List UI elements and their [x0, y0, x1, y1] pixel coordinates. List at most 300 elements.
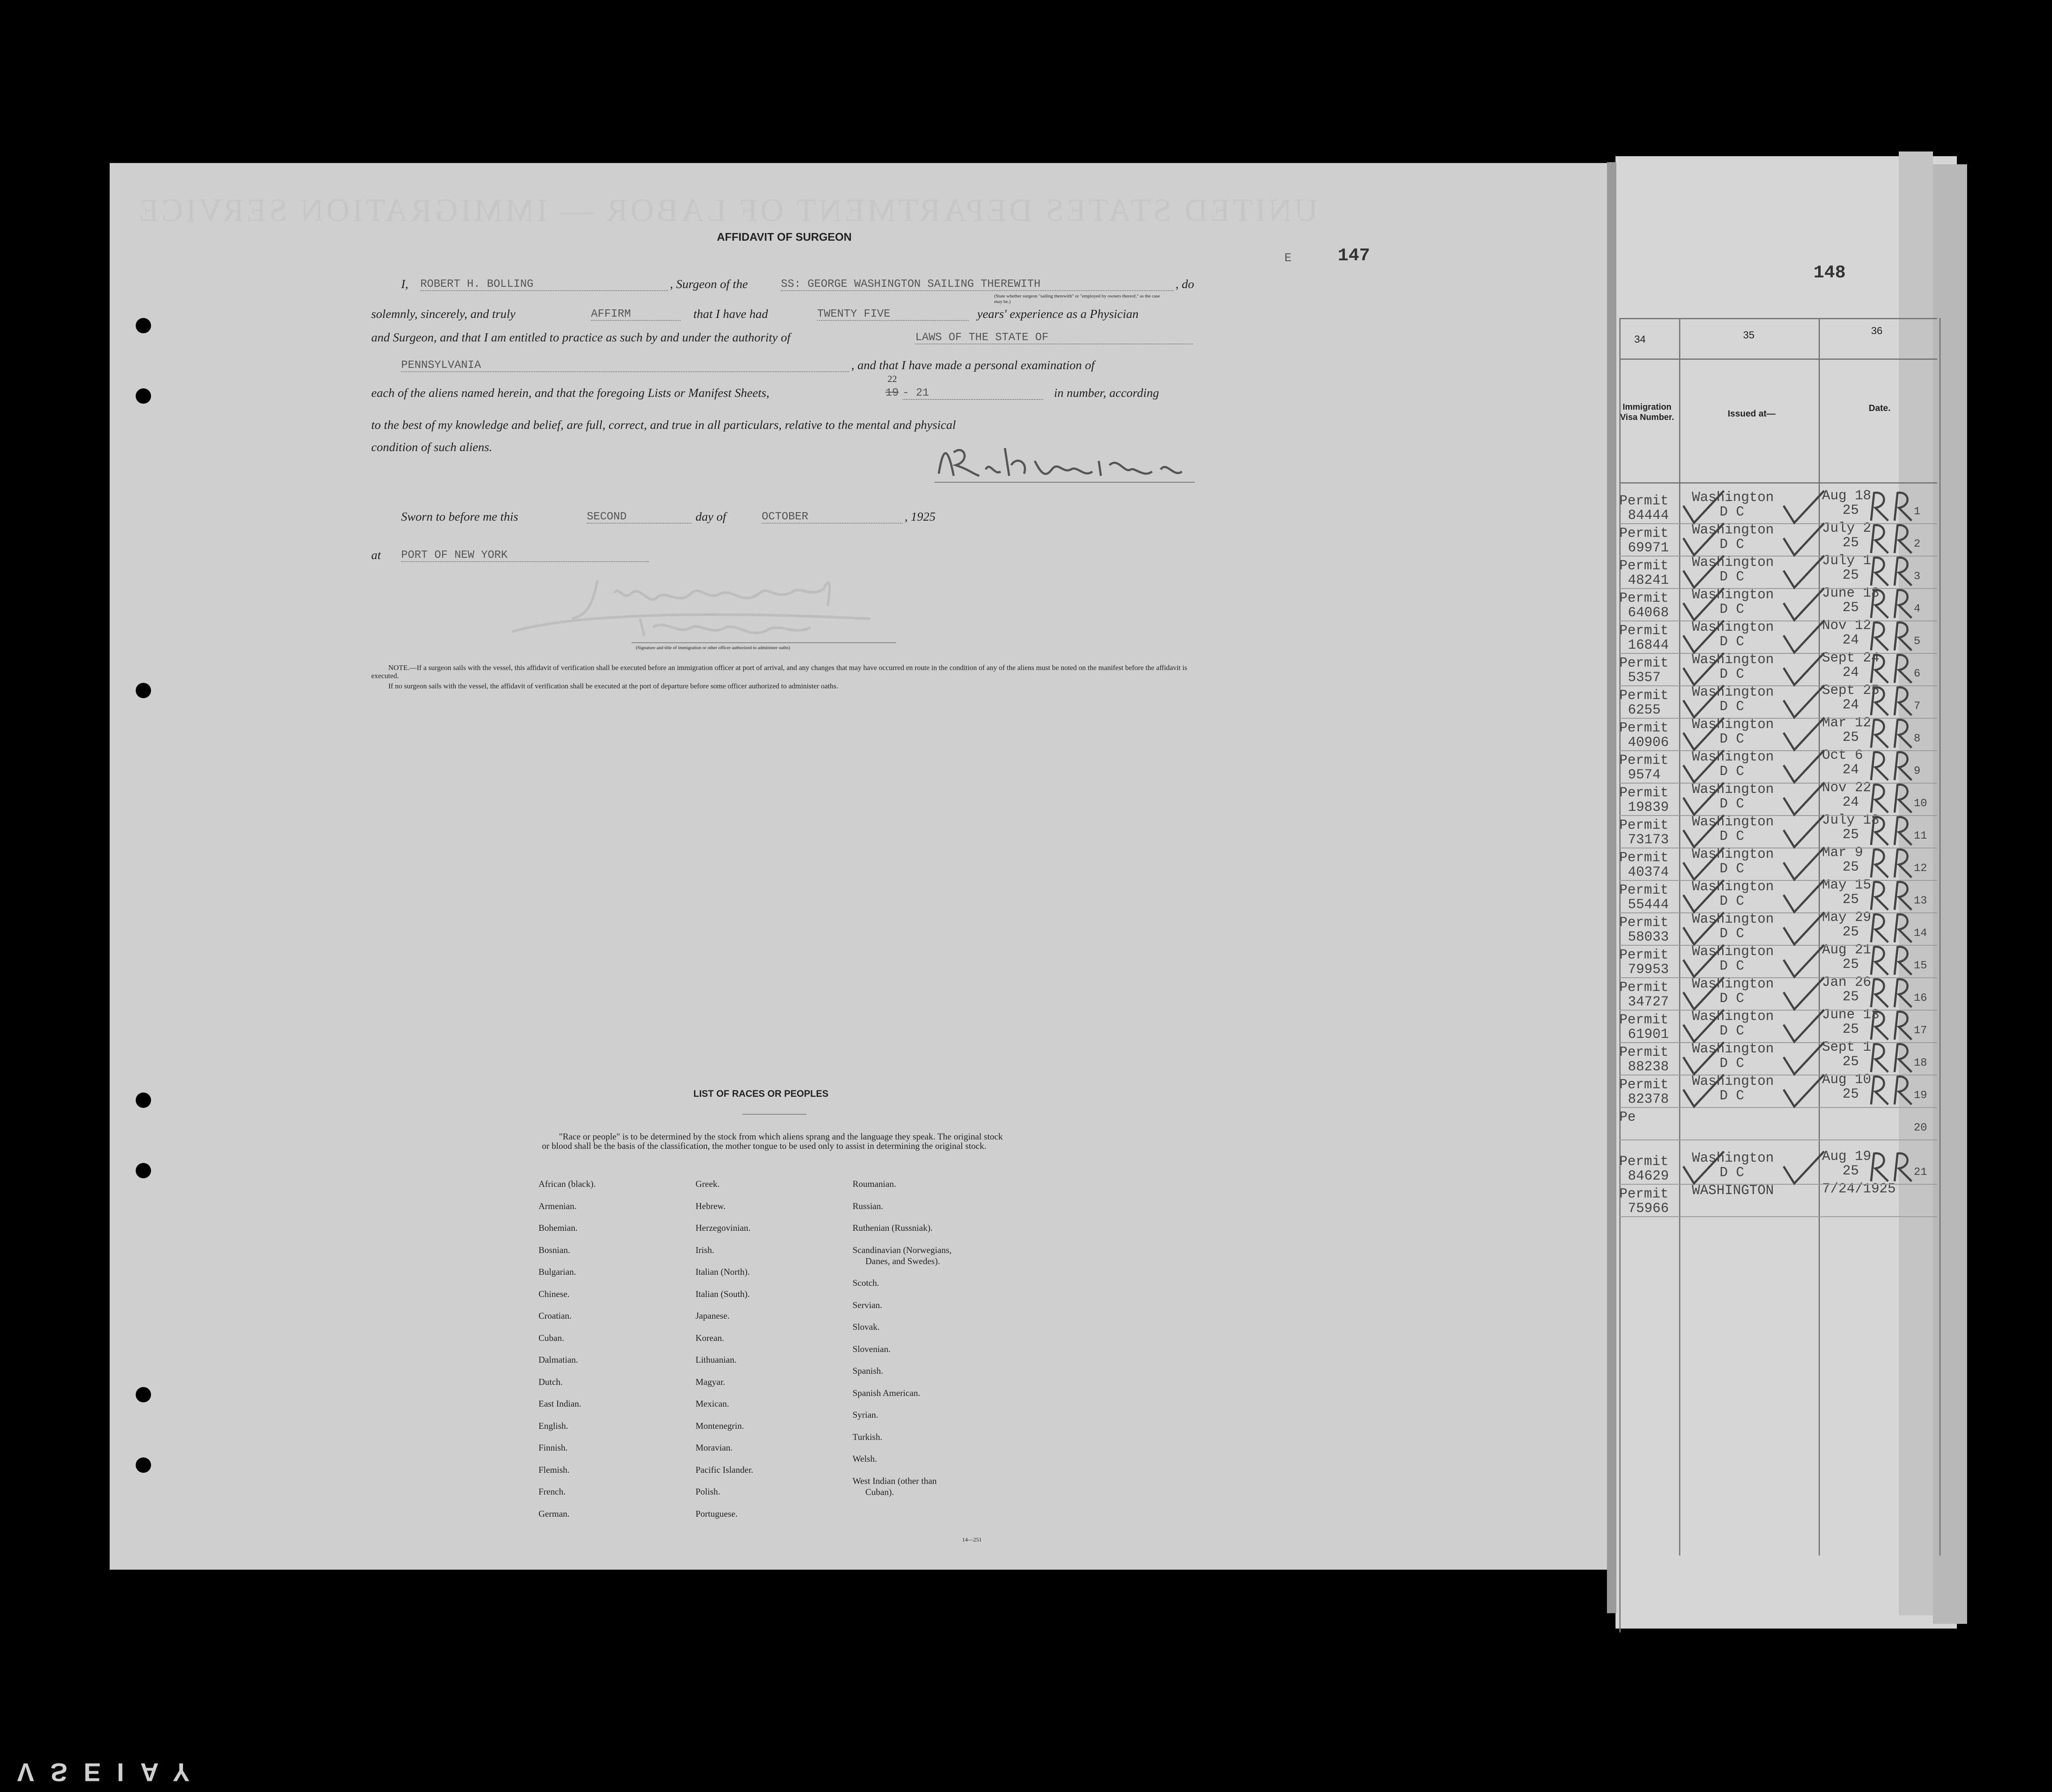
- visa-number: 5357: [1628, 670, 1661, 685]
- handwritten-initials-icon: [1871, 525, 1912, 553]
- affidavit-note-2: If no surgeon sails with the vessel, the affidavit of verification shall be executed at the port of departure before some officer authorized to administer oaths.: [388, 682, 838, 690]
- check-mark-icon: [1784, 556, 1824, 588]
- race-item: Welsh.: [853, 1454, 877, 1464]
- race-item: Spanish American.: [853, 1387, 920, 1398]
- row-number: 21: [1914, 1166, 1927, 1178]
- visa-number: 88238: [1628, 1059, 1669, 1075]
- issue-year: 25: [1842, 729, 1859, 745]
- race-item: Armenian.: [538, 1200, 577, 1211]
- race-item: Bulgarian.: [538, 1267, 576, 1277]
- race-item: Slovak.: [853, 1322, 880, 1332]
- race-item: Cuban.: [538, 1332, 565, 1343]
- affidavit-line-5a: each of the aliens named herein, and that the foregoing Lists or Manifest Sheets,: [371, 386, 769, 400]
- check-mark-icon: [1784, 491, 1824, 523]
- check-mark-icon: [1683, 945, 1724, 977]
- visa-number: 6255: [1628, 702, 1661, 718]
- visa-permit-label: Permit: [1619, 947, 1669, 963]
- handwritten-initials-icon: [1871, 590, 1912, 618]
- check-mark-icon: [1784, 912, 1824, 944]
- race-item: Greek.: [696, 1179, 720, 1189]
- handwritten-initials-icon: [1871, 688, 1912, 715]
- issued-place: Washington: [1692, 879, 1774, 895]
- race-item: Syrian.: [853, 1410, 879, 1420]
- issued-place: Washington: [1692, 846, 1774, 862]
- issue-date: July 2: [1822, 520, 1872, 536]
- issued-district: D C: [1720, 504, 1744, 520]
- issued-place: Washington: [1692, 554, 1774, 570]
- visa-permit-label: Permit: [1619, 688, 1669, 703]
- issue-year: 25: [1842, 1021, 1859, 1037]
- check-mark-icon: [1784, 685, 1824, 717]
- issued-district: D C: [1720, 601, 1744, 617]
- header-date: Date.: [1869, 403, 1891, 413]
- check-mark-icon: [1784, 977, 1824, 1009]
- visa-permit-label: Permit: [1619, 785, 1669, 801]
- issue-year: 24: [1842, 794, 1859, 810]
- years-experience: TWENTY FIVE: [817, 307, 969, 321]
- issue-year: 25: [1842, 924, 1859, 940]
- issue-date: Sept 25: [1822, 682, 1880, 698]
- issue-year: 25: [1842, 502, 1859, 518]
- visa-permit-label: Permit: [1619, 720, 1669, 736]
- race-item: Montenegrin.: [696, 1420, 744, 1431]
- issue-year: 25: [1842, 1054, 1859, 1069]
- issued-district: D C: [1720, 893, 1744, 909]
- race-item: Irish.: [696, 1244, 714, 1255]
- issue-date: Jan 26: [1822, 974, 1872, 990]
- issue-date: Nov 12: [1822, 618, 1872, 633]
- row-number: 9: [1914, 764, 1921, 777]
- row-number: 20: [1914, 1121, 1927, 1134]
- check-mark-icon: [1784, 750, 1824, 782]
- issued-district: D C: [1720, 926, 1744, 941]
- race-item: Korean.: [696, 1332, 725, 1343]
- handwritten-initials-icon: [1871, 558, 1912, 586]
- visa-number: 79953: [1628, 962, 1669, 977]
- issued-district: D C: [1720, 796, 1744, 812]
- issue-year: 24: [1842, 632, 1859, 648]
- race-item: Scotch.: [853, 1278, 879, 1288]
- race-item: Lithuanian.: [696, 1355, 737, 1365]
- visa-permit-label: Permit: [1619, 1044, 1669, 1060]
- check-mark-icon: [1784, 1151, 1824, 1183]
- issued-district: D C: [1720, 861, 1744, 877]
- check-mark-icon: [1683, 685, 1724, 717]
- race-item: Finnish.: [538, 1442, 568, 1453]
- race-item: Ruthenian (Russniak).: [853, 1223, 933, 1233]
- issue-year: 24: [1842, 697, 1859, 713]
- vessel-note: (State whether surgeon "sailing therewith" or "employed by owners thereof," as the case may be.): [994, 294, 1160, 304]
- issue-year: 25: [1842, 535, 1859, 551]
- affidavit-line-2a: solemnly, sincerely, and truly: [371, 307, 516, 321]
- visa-number: 55444: [1628, 897, 1669, 912]
- issue-year: 25: [1842, 1086, 1859, 1102]
- check-mark-icon: [1683, 653, 1724, 685]
- oath-type: AFFIRM: [591, 307, 681, 321]
- check-mark-icon: [1683, 783, 1724, 815]
- issued-place: Washington: [1692, 944, 1774, 959]
- page-number-right: 148: [1813, 262, 1846, 283]
- race-item: Turkish.: [853, 1431, 882, 1442]
- col-number-34: 34: [1634, 334, 1646, 345]
- affidavit-line-7: condition of such aliens.: [371, 440, 492, 454]
- visa-permit-label: Permit: [1619, 558, 1669, 574]
- race-item: English.: [538, 1420, 568, 1431]
- race-item: Cuban).: [865, 1486, 894, 1497]
- race-item: Italian (North).: [696, 1267, 750, 1277]
- page-mark: E: [1284, 252, 1292, 265]
- row-number: 11: [1914, 829, 1927, 842]
- issued-place: Washington: [1692, 717, 1774, 732]
- check-mark-icon: [1683, 1151, 1724, 1183]
- visa-number: 84629: [1628, 1168, 1669, 1184]
- check-mark-icon: [1683, 621, 1724, 653]
- sheets-struck: 19: [885, 386, 899, 399]
- sheets-correction: 22: [888, 373, 897, 384]
- visa-number: 9574: [1628, 767, 1661, 783]
- race-item: Flemish.: [538, 1464, 570, 1475]
- race-item: East Indian.: [538, 1399, 582, 1409]
- check-mark-icon: [1784, 783, 1824, 815]
- visa-permit-label: Permit: [1619, 817, 1669, 833]
- row-number: 6: [1914, 667, 1921, 680]
- race-item: Croatian.: [538, 1311, 572, 1321]
- handwritten-initials-icon: [1871, 915, 1912, 942]
- issue-date: June 18: [1822, 585, 1880, 601]
- issued-place: Washington: [1692, 1073, 1774, 1089]
- issue-year: 24: [1842, 664, 1859, 680]
- handwritten-initials-icon: [1871, 493, 1912, 521]
- issued-district: D C: [1720, 1023, 1744, 1039]
- row-number: 7: [1914, 699, 1921, 712]
- race-item: Roumanian.: [853, 1179, 896, 1189]
- issued-district: D C: [1720, 958, 1744, 974]
- affidavit-line-3a: and Surgeon, and that I am entitled to practice as such by and under the authority of: [371, 331, 791, 344]
- row-number: 4: [1914, 602, 1921, 615]
- race-item: Moravian.: [696, 1442, 733, 1453]
- issue-date: Oct 6: [1822, 747, 1863, 763]
- handwritten-initials-icon: [1871, 850, 1912, 877]
- handwritten-initials-icon: [1871, 1077, 1912, 1104]
- visa-permit-label: Permit: [1619, 1012, 1669, 1028]
- issue-date: Aug 18: [1822, 488, 1872, 504]
- visa-permit-label: Permit: [1619, 752, 1669, 768]
- visa-number: 40906: [1628, 734, 1669, 750]
- visa-number: 58033: [1628, 929, 1669, 945]
- visa-permit-label: Permit: [1619, 882, 1669, 898]
- check-mark-icon: [1683, 1075, 1724, 1107]
- issue-year: 25: [1842, 600, 1859, 615]
- issued-place: WASHINGTON: [1692, 1183, 1774, 1198]
- sheets-count: - 21: [902, 386, 1043, 400]
- issued-place: Washington: [1692, 814, 1774, 830]
- visa-number: 69971: [1628, 540, 1669, 556]
- affidavit-line-5b: in number, according: [1054, 386, 1159, 400]
- check-mark-icon: [1683, 523, 1724, 555]
- issue-date: Mar 9: [1822, 845, 1863, 860]
- issued-place: Washington: [1692, 522, 1774, 538]
- issue-date: Aug 21: [1822, 942, 1872, 958]
- issue-year: 25: [1842, 567, 1859, 583]
- issue-date: June 13: [1822, 1007, 1880, 1023]
- issued-place: Washington: [1692, 587, 1774, 603]
- sworn-line-b: day of: [696, 510, 726, 524]
- race-item: Herzegovinian.: [696, 1223, 751, 1233]
- check-mark-icon: [1683, 848, 1724, 880]
- issue-date: July 18: [1822, 812, 1880, 828]
- check-mark-icon: [1784, 523, 1824, 555]
- check-mark-icon: [1784, 588, 1824, 620]
- visa-permit-label: Permit: [1619, 590, 1669, 606]
- race-item: Hebrew.: [696, 1200, 726, 1211]
- row-number: 8: [1914, 732, 1921, 745]
- handwritten-initials-icon: [1871, 817, 1912, 845]
- issue-date: Aug 19: [1822, 1148, 1872, 1164]
- check-mark-icon: [1784, 815, 1824, 847]
- issued-district: D C: [1720, 731, 1744, 747]
- race-item: Danes, and Swedes).: [865, 1256, 940, 1266]
- issue-year: 25: [1842, 827, 1859, 842]
- issued-place: Washington: [1692, 911, 1774, 927]
- issued-district: D C: [1720, 1055, 1744, 1071]
- row-number: 13: [1914, 894, 1927, 907]
- issued-place: Washington: [1692, 1041, 1774, 1057]
- issued-place: Washington: [1692, 1008, 1774, 1024]
- affidavit-line-2b: that I have had: [693, 307, 768, 321]
- visa-number: 84444: [1628, 507, 1669, 523]
- visa-number: 16844: [1628, 637, 1669, 653]
- issued-district: D C: [1720, 699, 1744, 714]
- issue-year: 25: [1842, 892, 1859, 907]
- issued-place: Washington: [1692, 781, 1774, 797]
- issued-district: D C: [1720, 828, 1744, 844]
- sworn-day: SECOND: [587, 510, 691, 524]
- visa-number: 73173: [1628, 832, 1669, 848]
- race-item: African (black).: [538, 1179, 596, 1189]
- issued-district: D C: [1720, 1088, 1744, 1104]
- affidavit-line-4b: , and that I have made a personal examination of: [851, 358, 1095, 372]
- issue-date: Mar 12: [1822, 715, 1872, 731]
- issued-district: D C: [1720, 991, 1744, 1006]
- handwritten-initials-icon: [1871, 623, 1912, 650]
- vessel-name: SS: GEORGE WASHINGTON SAILING THEREWITH: [781, 277, 1173, 291]
- race-item: Dutch.: [538, 1376, 563, 1387]
- affidavit-line-1a: I,: [401, 277, 408, 291]
- handwritten-initials-icon: [1871, 1154, 1912, 1181]
- check-mark-icon: [1784, 848, 1824, 880]
- visa-permit-label: Permit: [1619, 623, 1669, 638]
- handwritten-initials-icon: [1871, 785, 1912, 813]
- issue-year: 25: [1842, 989, 1859, 1005]
- check-mark-icon: [1683, 1010, 1724, 1042]
- check-mark-icon: [1683, 750, 1724, 782]
- row-number: 18: [1914, 1056, 1927, 1069]
- visa-permit-label: Permit: [1619, 915, 1669, 930]
- affidavit-line-2c: years' experience as a Physician: [977, 307, 1139, 321]
- row-number: 16: [1914, 991, 1927, 1004]
- issued-place: Washington: [1692, 1150, 1774, 1166]
- issued-district: D C: [1720, 634, 1744, 650]
- race-item: Mexican.: [696, 1399, 729, 1409]
- issued-place: Washington: [1692, 619, 1774, 635]
- race-item: Russian.: [853, 1200, 883, 1211]
- issue-date: May 15: [1822, 877, 1872, 893]
- issue-year: 24: [1842, 762, 1859, 778]
- issued-district: D C: [1720, 1165, 1744, 1180]
- visa-number: 61901: [1628, 1026, 1669, 1042]
- visa-number: 34727: [1628, 994, 1669, 1010]
- visa-permit-label: Permit: [1619, 1154, 1669, 1169]
- race-item: Bosnian.: [538, 1244, 570, 1255]
- check-mark-icon: [1784, 1075, 1824, 1107]
- check-mark-icon: [1683, 1042, 1724, 1074]
- handwritten-initials-icon: [1871, 1044, 1912, 1072]
- race-item: Japanese.: [696, 1311, 730, 1321]
- issued-place: Washington: [1692, 652, 1774, 667]
- officer-signature-caption: (Signature and title of immigration or other officer authorized to administer oaths): [636, 645, 790, 650]
- check-mark-icon: [1683, 912, 1724, 944]
- check-mark-icon: [1784, 653, 1824, 685]
- row-number: 15: [1914, 959, 1927, 972]
- issue-date: Nov 22: [1822, 780, 1872, 795]
- issue-year: 25: [1842, 956, 1859, 972]
- practice-state: PENNSYLVANIA: [401, 358, 849, 372]
- visa-permit-label: Permit: [1619, 655, 1669, 671]
- visa-number: 82378: [1628, 1091, 1669, 1107]
- handwritten-initials-icon: [1871, 979, 1912, 1007]
- check-mark-icon: [1784, 880, 1824, 912]
- race-item: Spanish.: [853, 1366, 883, 1376]
- visa-number: 75966: [1628, 1200, 1669, 1216]
- issued-place: Washington: [1692, 976, 1774, 992]
- sworn-year: , 1925: [905, 510, 936, 524]
- race-item: Magyar.: [696, 1376, 725, 1387]
- row-number: 17: [1914, 1024, 1927, 1037]
- practice-authority: LAWS OF THE STATE OF: [915, 331, 1193, 344]
- issued-place: Washington: [1692, 684, 1774, 700]
- issue-date: Sept 24: [1822, 650, 1880, 666]
- race-item: Polish.: [696, 1486, 720, 1497]
- check-mark-icon: [1784, 1010, 1824, 1042]
- race-item: Slovenian.: [853, 1343, 891, 1354]
- check-mark-icon: [1683, 491, 1724, 523]
- visa-permit-label: Permit: [1619, 1186, 1669, 1202]
- header-visa-number: Immigration Visa Number.: [1620, 402, 1674, 422]
- check-mark-icon: [1784, 621, 1824, 653]
- row-number: 12: [1914, 862, 1927, 874]
- race-item: Pacific Islander.: [696, 1464, 754, 1475]
- check-mark-icon: [1784, 945, 1824, 977]
- col-number-35: 35: [1743, 329, 1755, 341]
- sworn-month: OCTOBER: [762, 510, 902, 524]
- race-item: Servian.: [853, 1300, 882, 1310]
- form-code: 14—251: [962, 1536, 982, 1543]
- check-mark-icon: [1683, 588, 1724, 620]
- issued-district: D C: [1720, 666, 1744, 682]
- issue-year: 25: [1842, 859, 1859, 875]
- issue-date: May 29: [1822, 909, 1872, 925]
- handwritten-initials-icon: [1871, 1012, 1912, 1040]
- race-item: Scandinavian (Norwegians,: [853, 1244, 952, 1255]
- check-mark-icon: [1683, 880, 1724, 912]
- race-item: Portuguese.: [696, 1508, 738, 1519]
- race-item: Dalmatian.: [538, 1355, 578, 1365]
- affidavit-note-1: NOTE.—If a surgeon sails with the vessel, this affidavit of verification shall be executed before an immigration officer at port of arrival, and any changes that may have occurred en route in the condition of any of the aliens must be noted on the manifest before the affidavit is executed.: [371, 664, 1188, 680]
- issued-place: Washington: [1692, 749, 1774, 765]
- visa-permit-label: Permit: [1619, 525, 1669, 541]
- issue-year: 25: [1842, 1163, 1859, 1179]
- sworn-line-a: Sworn to before me this: [401, 510, 518, 524]
- handwritten-initials-icon: [1871, 720, 1912, 748]
- check-mark-icon: [1683, 815, 1724, 847]
- film-strip-text: VSEIAY: [17, 1758, 206, 1786]
- visa-permit-label: Permit: [1619, 1077, 1669, 1093]
- issue-date: 7/24/1925: [1822, 1181, 1896, 1197]
- race-item: West Indian (other than: [853, 1475, 937, 1486]
- handwritten-initials-icon: [1871, 947, 1912, 975]
- race-item: Bohemian.: [538, 1223, 578, 1233]
- visa-number: 48241: [1628, 572, 1669, 588]
- check-mark-icon: [1683, 977, 1724, 1009]
- at-place: PORT OF NEW YORK: [401, 548, 649, 562]
- handwritten-initials-icon: [1871, 882, 1912, 910]
- issued-place: Washington: [1692, 490, 1774, 505]
- row-number: 1: [1914, 505, 1921, 518]
- visa-permit-label: Permit: [1619, 493, 1669, 509]
- race-item: Chinese.: [538, 1288, 570, 1299]
- page-number-left: 147: [1338, 245, 1370, 266]
- issued-district: D C: [1720, 763, 1744, 779]
- issue-date: Sept 1: [1822, 1039, 1872, 1055]
- issued-district: D C: [1720, 569, 1744, 585]
- visa-permit-label: Permit: [1619, 979, 1669, 995]
- visa-number: 40374: [1628, 864, 1669, 880]
- races-intro: "Race or people" is to be determined by the stock from which aliens sprang and the language they speak. The original stock or blood shall be the basis of the classification, the mother tongue to be used only to assist in determining the original stock.: [542, 1131, 1003, 1151]
- row-number: 3: [1914, 570, 1921, 583]
- race-item: Italian (South).: [696, 1288, 750, 1299]
- check-mark-icon: [1784, 1042, 1824, 1074]
- issue-date: Aug 10: [1822, 1072, 1872, 1087]
- issue-date: July 1: [1822, 553, 1872, 568]
- races-title: LIST OF RACES OR PEOPLES: [693, 1088, 829, 1099]
- row-number: 19: [1914, 1089, 1927, 1101]
- affidavit-title: AFFIDAVIT OF SURGEON: [717, 230, 852, 243]
- header-issued-at: Issued at—: [1727, 409, 1776, 419]
- bleed-through-text: UNITED STATES DEPARTMENT OF LABOR — IMMIGRATION SERVICE: [137, 192, 1318, 228]
- row-number: 14: [1914, 927, 1927, 939]
- race-item: German.: [538, 1508, 570, 1519]
- row-number: 5: [1914, 635, 1921, 647]
- surgeon-name: ROBERT H. BOLLING: [420, 277, 668, 291]
- check-mark-icon: [1784, 718, 1824, 750]
- affidavit-line-1c: , do: [1176, 277, 1194, 291]
- check-mark-icon: [1683, 718, 1724, 750]
- affidavit-line-6: to the best of my knowledge and belief, are full, correct, and true in all particulars, relative to the mental and physical: [371, 418, 956, 432]
- visa-permit-label: Permit: [1619, 850, 1669, 865]
- check-mark-icon: [1683, 556, 1724, 588]
- col-number-36: 36: [1871, 325, 1883, 337]
- visa-number: 19839: [1628, 799, 1669, 815]
- at-label: at: [371, 548, 381, 562]
- handwritten-initials-icon: [1871, 752, 1912, 780]
- affidavit-line-1b: , Surgeon of the: [670, 277, 748, 291]
- handwritten-initials-icon: [1871, 655, 1912, 683]
- race-item: French.: [538, 1486, 566, 1497]
- row-number: 10: [1914, 797, 1927, 810]
- issued-district: D C: [1720, 536, 1744, 552]
- visa-number: 64068: [1628, 605, 1669, 621]
- row-number: 2: [1914, 537, 1921, 550]
